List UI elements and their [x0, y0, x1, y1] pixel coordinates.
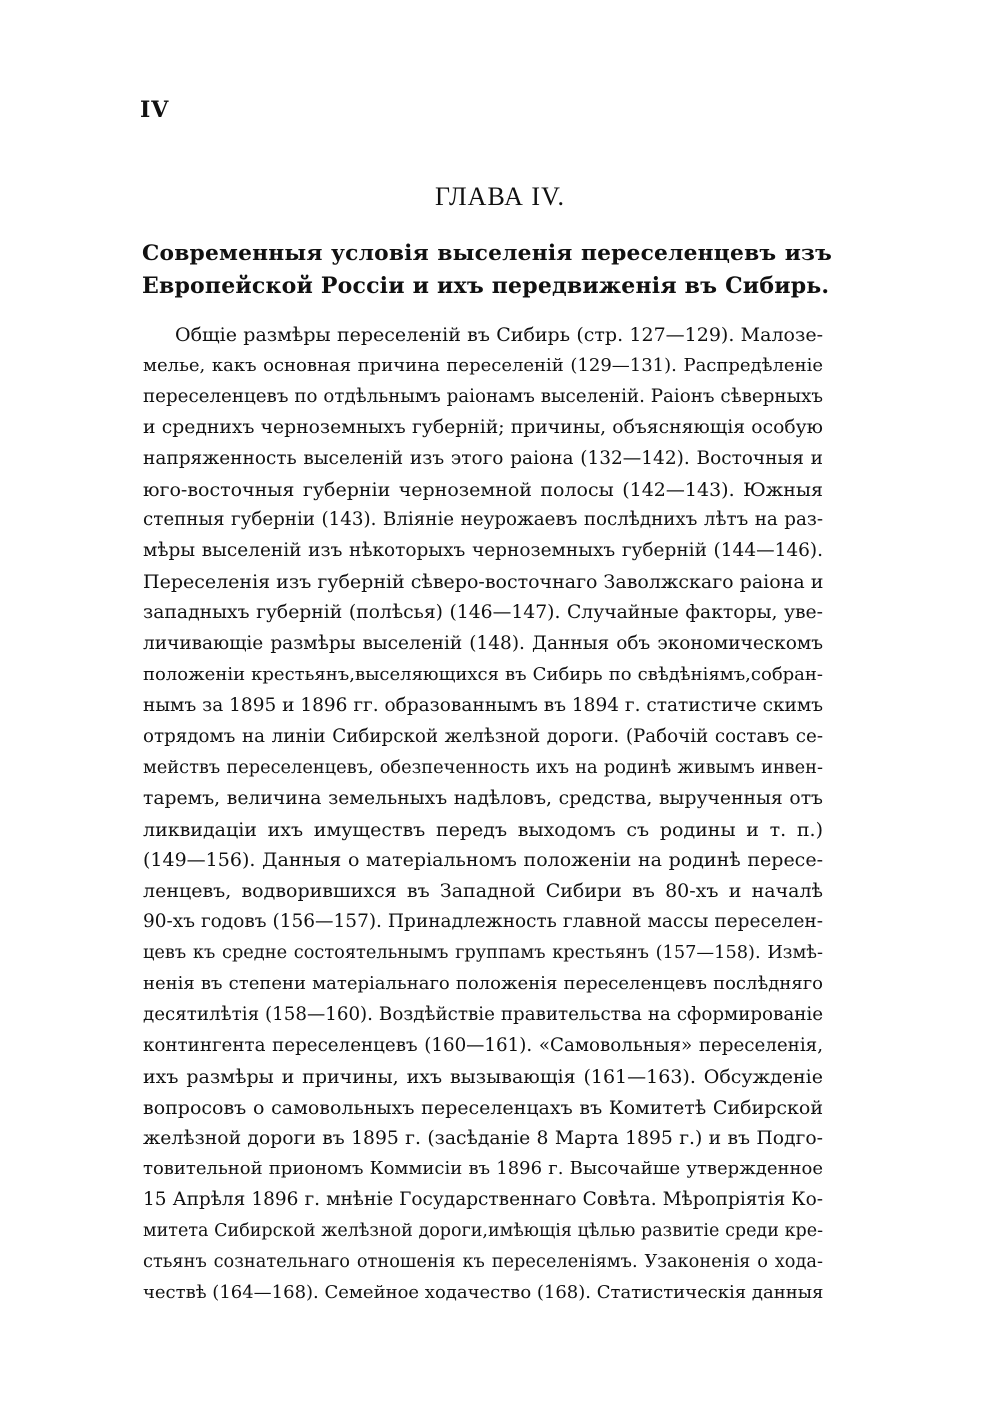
text-line: Общіе размѣры переселеній въ Сибирь (стр. 127—129). Малозе-	[175, 324, 823, 346]
text-line: 90-хъ годовъ (156—157). Принадлежность главной массы переселен-	[143, 911, 823, 933]
text-line: вопросовъ о самовольныхъ переселенцахъ въ Комитетѣ Сибирской	[143, 1096, 823, 1119]
text-line: личивающіе размѣры выселеній (148). Данныя объ экономическомъ	[143, 633, 823, 655]
text-line: таремъ, величина земельныхъ надѣловъ, средства, вырученныя отъ	[143, 787, 823, 809]
text-line: товительной приономъ Коммисіи въ 1896 г. Высочайше утвержденное	[143, 1158, 823, 1180]
text-line: мействъ переселенцевъ, обезпеченность ихъ на родинѣ живымъ инвен-	[143, 757, 823, 778]
text-line: нымъ за 1895 и 1896 гг. образованнымъ въ 1894 г. статистиче скимъ	[143, 694, 823, 716]
text-line: ихъ размѣры и причины, ихъ вызывающія (161—163). Обсужденіе	[143, 1065, 823, 1088]
text-line: ленцевъ, водворившихся въ Западной Сибири въ 80-хъ и началѣ	[143, 880, 823, 903]
chapter-subtitle	[142, 238, 832, 302]
text-line: юго-восточныя губерніи черноземной полосы (142—143). Южныя	[143, 478, 823, 501]
chapter-summary-text	[143, 320, 823, 1309]
text-line: (149—156). Данныя о матеріальномъ положеніи на родинѣ пересе-	[143, 849, 823, 872]
text-line: напряженность выселеній изъ этого раіона (132—142). Восточныя и	[143, 447, 823, 469]
subtitle-line: Европейской Россіи и ихъ передвиженія въ Сибирь.	[142, 273, 830, 299]
page-number: IV	[140, 97, 170, 123]
text-line: мелье, какъ основная причина переселеній (129—131). Распредѣленіе	[143, 354, 823, 376]
text-line: степныя губерніи (143). Вліяніе неурожаевъ послѣднихъ лѣтъ на раз-	[143, 509, 823, 531]
text-line: митета Сибирской желѣзной дороги,имѣющія цѣлью развитіе среди кре-	[143, 1221, 823, 1242]
text-line: положеніи крестьянъ,выселяющихся въ Сибирь по свѣдѣніямъ,собран-	[143, 663, 823, 685]
text-line: цевъ къ средне состоятельнымъ группамъ крестьянъ (157—158). Измѣ-	[143, 943, 823, 964]
text-line: десятилѣтія (158—160). Воздѣйствіе правительства на сформированіе	[143, 1003, 823, 1025]
text-line: желѣзной дороги въ 1895 г. (засѣданіе 8 Марта 1895 г.) и въ Подго-	[143, 1127, 823, 1149]
text-line: переселенцевъ по отдѣльнымъ раіонамъ выселеній. Раіонъ сѣверныхъ	[143, 385, 823, 407]
text-line: контингента переселенцевъ (160—161). «Самовольныя» переселенія,	[143, 1034, 823, 1056]
text-line: и среднихъ черноземныхъ губерній; причины, объясняющія особую	[143, 416, 823, 438]
text-line: Переселенія изъ губерній сѣверо-восточнаго Заволжскаго раіона и	[143, 571, 823, 594]
text-line: ненія въ степени матеріальнаго положенія переселенцевъ послѣдняго	[143, 973, 823, 995]
subtitle-line: Современныя условія выселенія переселенцевъ изъ	[142, 241, 832, 266]
chapter-title: ГЛАВА IV.	[434, 182, 566, 211]
text-line: мѣры выселеній изъ нѣкоторыхъ черноземныхъ губерній (144—146).	[143, 540, 823, 562]
text-line: 15 Апрѣля 1896 г. мнѣніе Государственнаго Совѣта. Мѣропріятія Ко-	[143, 1189, 823, 1211]
text-line: ликвидаціи ихъ имуществъ передъ выходомъ съ родины и т. п.)	[143, 818, 823, 841]
text-line: отрядомъ на линіи Сибирской желѣзной дороги. (Рабочій составъ се-	[143, 725, 823, 747]
text-line: западныхъ губерній (полѣсья) (146—147). Случайные факторы, уве-	[143, 602, 823, 624]
text-line: чествѣ (164—168). Семейное ходачество (168). Статистическія данныя	[143, 1282, 823, 1304]
text-line: стьянъ сознательнаго отношенія къ переселеніямъ. Узаконенія о хода-	[143, 1252, 823, 1273]
